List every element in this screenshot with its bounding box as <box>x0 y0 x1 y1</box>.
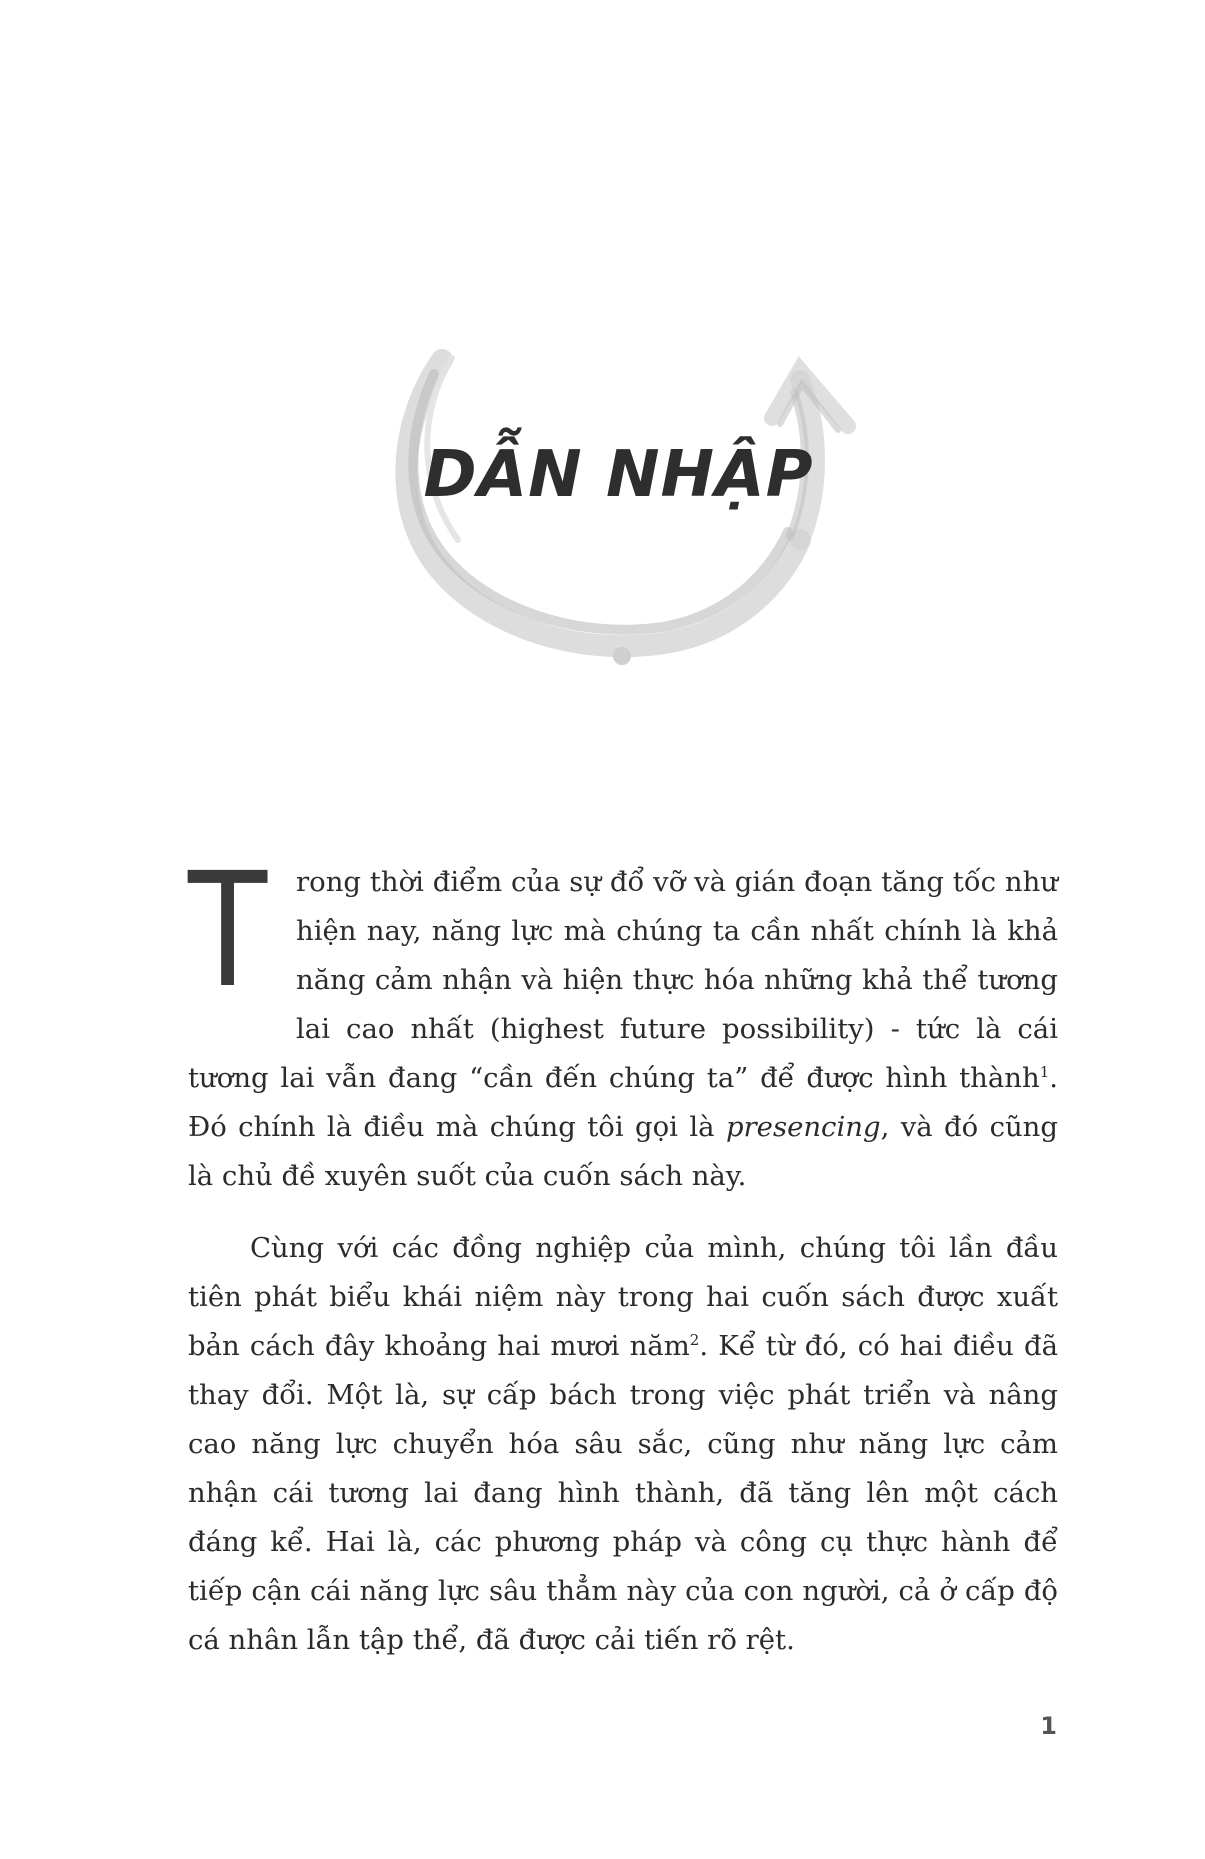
drop-cap: T <box>188 839 268 1023</box>
paragraph-2 <box>188 1224 1058 1665</box>
paragraph-1-part-1: rong thời điểm của sự đổ vỡ và gián đoạn tăng tốc như hiện nay, năng lực mà chúng ta cần nhất chính là khả năng cảm nhận và hiện thực hóa những khả thể tương lai cao nhất (highest future possibility) - tức là cái tương lai vẫn đang “cần đến chúng ta” để được hình thành <box>188 866 1058 1094</box>
page-number: 1 <box>1040 1712 1057 1740</box>
paragraph-1-part-2: . Đó chính là điều mà chúng tôi gọi là <box>188 1062 1058 1143</box>
footnote-ref-1[interactable]: 1 <box>1039 1062 1050 1081</box>
italic-term-presencing: presencing <box>725 1111 881 1143</box>
paragraph-1 <box>188 839 1058 1201</box>
chapter-title: DẪN NHẬP <box>423 438 814 512</box>
paragraph-2-part-2: . Kể từ đó, có hai điều đã thay đổi. Một là, sự cấp bách trong việc phát triển và nâng cao năng lực chuyển hóa sâu sắc, cũng như năng lực cảm nhận cái tương lai đang hình thành, đã tăng lên một cách đáng kể. Hai là, các phương pháp và công cụ thực hành để tiếp cận cái năng lực sâu thẳm này của con người, cả ở cấp độ cá nhân lẫn tập thể, đã được cải tiến rõ rệt. <box>188 1330 1058 1656</box>
body-text <box>188 839 1058 1665</box>
paragraph-1-part-3: , và đó cũng là chủ đề xuyên suốt của cuốn sách này. <box>188 1111 1058 1192</box>
paragraph-2-part-1: Cùng với các đồng nghiệp của mình, chúng tôi lần đầu tiên phát biểu khái niệm này trong hai cuốn sách được xuất bản cách đây khoảng hai mươi năm <box>188 1232 1058 1362</box>
footnote-ref-2[interactable]: 2 <box>689 1330 700 1349</box>
